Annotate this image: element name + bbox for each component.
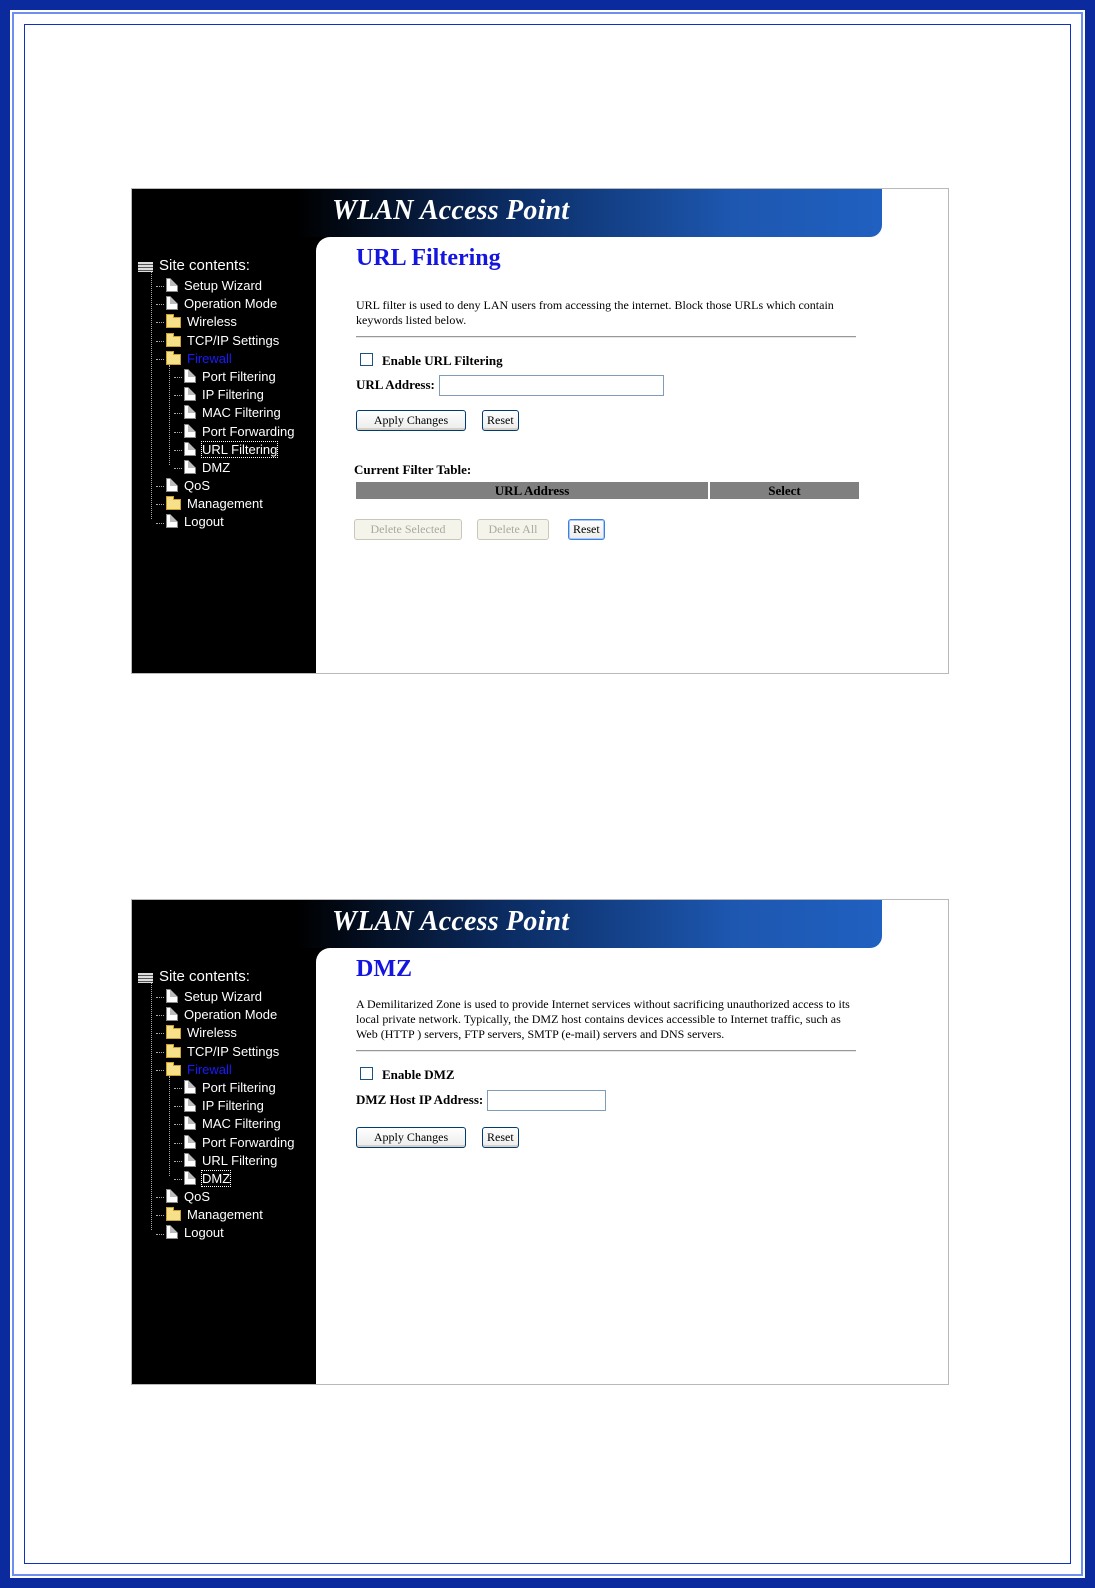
folder-icon (166, 499, 181, 510)
delete-selected-button[interactable]: Delete Selected (354, 519, 462, 540)
banner-title: WLAN Access Point (332, 195, 570, 226)
enable-url-filtering-checkbox[interactable] (360, 353, 373, 366)
nav-item-management[interactable]: Management (138, 495, 294, 513)
nav-item-setup-wizard[interactable]: Setup Wizard (138, 988, 294, 1006)
page-icon (184, 369, 196, 383)
nav-item-firewall[interactable]: Firewall (138, 1061, 294, 1079)
nav-item-ip-filtering[interactable]: IP Filtering (138, 386, 294, 404)
nav-item-logout[interactable]: Logout (138, 1224, 294, 1242)
apply-changes-button[interactable]: Apply Changes (356, 410, 466, 431)
divider (356, 1050, 856, 1052)
site-tree (138, 257, 294, 532)
page-icon (166, 989, 178, 1003)
nav-item-url-filtering[interactable]: URL Filtering (138, 441, 294, 459)
nav-item-url-filtering[interactable]: URL Filtering (138, 1152, 294, 1170)
page-icon (166, 1007, 178, 1021)
nav-item-port-forwarding[interactable]: Port Forwarding (138, 423, 294, 441)
url-address-label: URL Address: (356, 377, 435, 393)
dmz-host-ip-label: DMZ Host IP Address: (356, 1092, 484, 1108)
site-contents-heading: Site contents: (138, 968, 294, 988)
nav-item-tcpip-settings[interactable]: TCP/IP Settings (138, 332, 294, 350)
page-icon (184, 1153, 196, 1167)
url-address-input[interactable] (439, 375, 664, 396)
main-content (356, 245, 866, 540)
filter-table (356, 482, 859, 499)
site-tree (138, 968, 294, 1243)
page-icon (184, 1135, 196, 1149)
reset-table-button[interactable]: Reset (568, 519, 605, 540)
banner-title: WLAN Access Point (332, 906, 570, 937)
page-icon (166, 514, 178, 528)
nav-item-port-filtering[interactable]: Port Filtering (138, 1079, 294, 1097)
page-icon (184, 1116, 196, 1130)
nav-item-port-filtering[interactable]: Port Filtering (138, 368, 294, 386)
enable-dmz-checkbox[interactable] (360, 1067, 373, 1080)
open-folder-icon (166, 354, 181, 365)
nav-item-qos[interactable]: QoS (138, 1188, 294, 1206)
divider (356, 336, 856, 338)
page-icon (184, 405, 196, 419)
page-icon (166, 278, 178, 292)
page-icon (184, 424, 196, 438)
nav-item-setup-wizard[interactable]: Setup Wizard (138, 277, 294, 295)
nav-item-operation-mode[interactable]: Operation Mode (138, 1006, 294, 1024)
site-contents-heading: Site contents: (138, 257, 294, 277)
table-header-select: Select (710, 482, 859, 499)
page-icon (184, 1171, 196, 1185)
current-filter-table-caption: Current Filter Table: (354, 462, 472, 477)
nav-item-logout[interactable]: Logout (138, 513, 294, 531)
reset-button[interactable]: Reset (482, 410, 519, 431)
nav-item-management[interactable]: Management (138, 1206, 294, 1224)
page-icon (184, 1098, 196, 1112)
page-icon (184, 460, 196, 474)
nav-item-firewall[interactable]: Firewall (138, 350, 294, 368)
apply-changes-button[interactable]: Apply Changes (356, 1127, 466, 1148)
page-description: URL filter is used to deny LAN users from accessing the internet. Block those URLs which contain keywords listed below. (356, 298, 834, 327)
nav-item-wireless[interactable]: Wireless (138, 1024, 294, 1042)
folder-icon (166, 1047, 181, 1058)
folder-icon (166, 336, 181, 347)
nav-item-tcpip-settings[interactable]: TCP/IP Settings (138, 1043, 294, 1061)
page-icon (184, 1080, 196, 1094)
nav-item-operation-mode[interactable]: Operation Mode (138, 295, 294, 313)
page-icon (166, 1225, 178, 1239)
page-title: DMZ (356, 956, 412, 982)
nav-item-wireless[interactable]: Wireless (138, 313, 294, 331)
folder-icon (166, 1210, 181, 1221)
banner (132, 900, 882, 948)
nav-item-dmz[interactable]: DMZ (138, 1170, 294, 1188)
site-contents-icon (138, 973, 153, 983)
page-icon (166, 296, 178, 310)
page-title: URL Filtering (356, 245, 501, 271)
page-icon (184, 387, 196, 401)
main-content (356, 956, 866, 1148)
page-icon (166, 478, 178, 492)
nav-item-dmz[interactable]: DMZ (138, 459, 294, 477)
nav-item-mac-filtering[interactable]: MAC Filtering (138, 404, 294, 422)
enable-url-filtering-label: Enable URL Filtering (382, 353, 503, 368)
reset-button[interactable]: Reset (482, 1127, 519, 1148)
delete-all-button[interactable]: Delete All (477, 519, 549, 540)
screenshot-dmz (131, 899, 949, 1385)
nav-item-qos[interactable]: QoS (138, 477, 294, 495)
page-description: A Demilitarized Zone is used to provide Internet services without sacrificing unauthorized access to its local private network. Typically, the DMZ host contains devices accessible to Internet traffic, such as Web (HTTP ) servers, FTP servers, SMTP (e-mail) servers and DNS servers. (356, 997, 850, 1041)
dmz-host-ip-input[interactable] (487, 1090, 606, 1111)
nav-item-mac-filtering[interactable]: MAC Filtering (138, 1115, 294, 1133)
table-header-url-address: URL Address (356, 482, 710, 499)
screenshot-url-filtering (131, 188, 949, 674)
site-contents-icon (138, 262, 153, 272)
enable-dmz-label: Enable DMZ (382, 1067, 455, 1082)
nav-item-ip-filtering[interactable]: IP Filtering (138, 1097, 294, 1115)
folder-icon (166, 1028, 181, 1039)
folder-icon (166, 317, 181, 328)
nav-item-port-forwarding[interactable]: Port Forwarding (138, 1134, 294, 1152)
banner (132, 189, 882, 237)
page-icon (184, 442, 196, 456)
page-icon (166, 1189, 178, 1203)
open-folder-icon (166, 1065, 181, 1076)
